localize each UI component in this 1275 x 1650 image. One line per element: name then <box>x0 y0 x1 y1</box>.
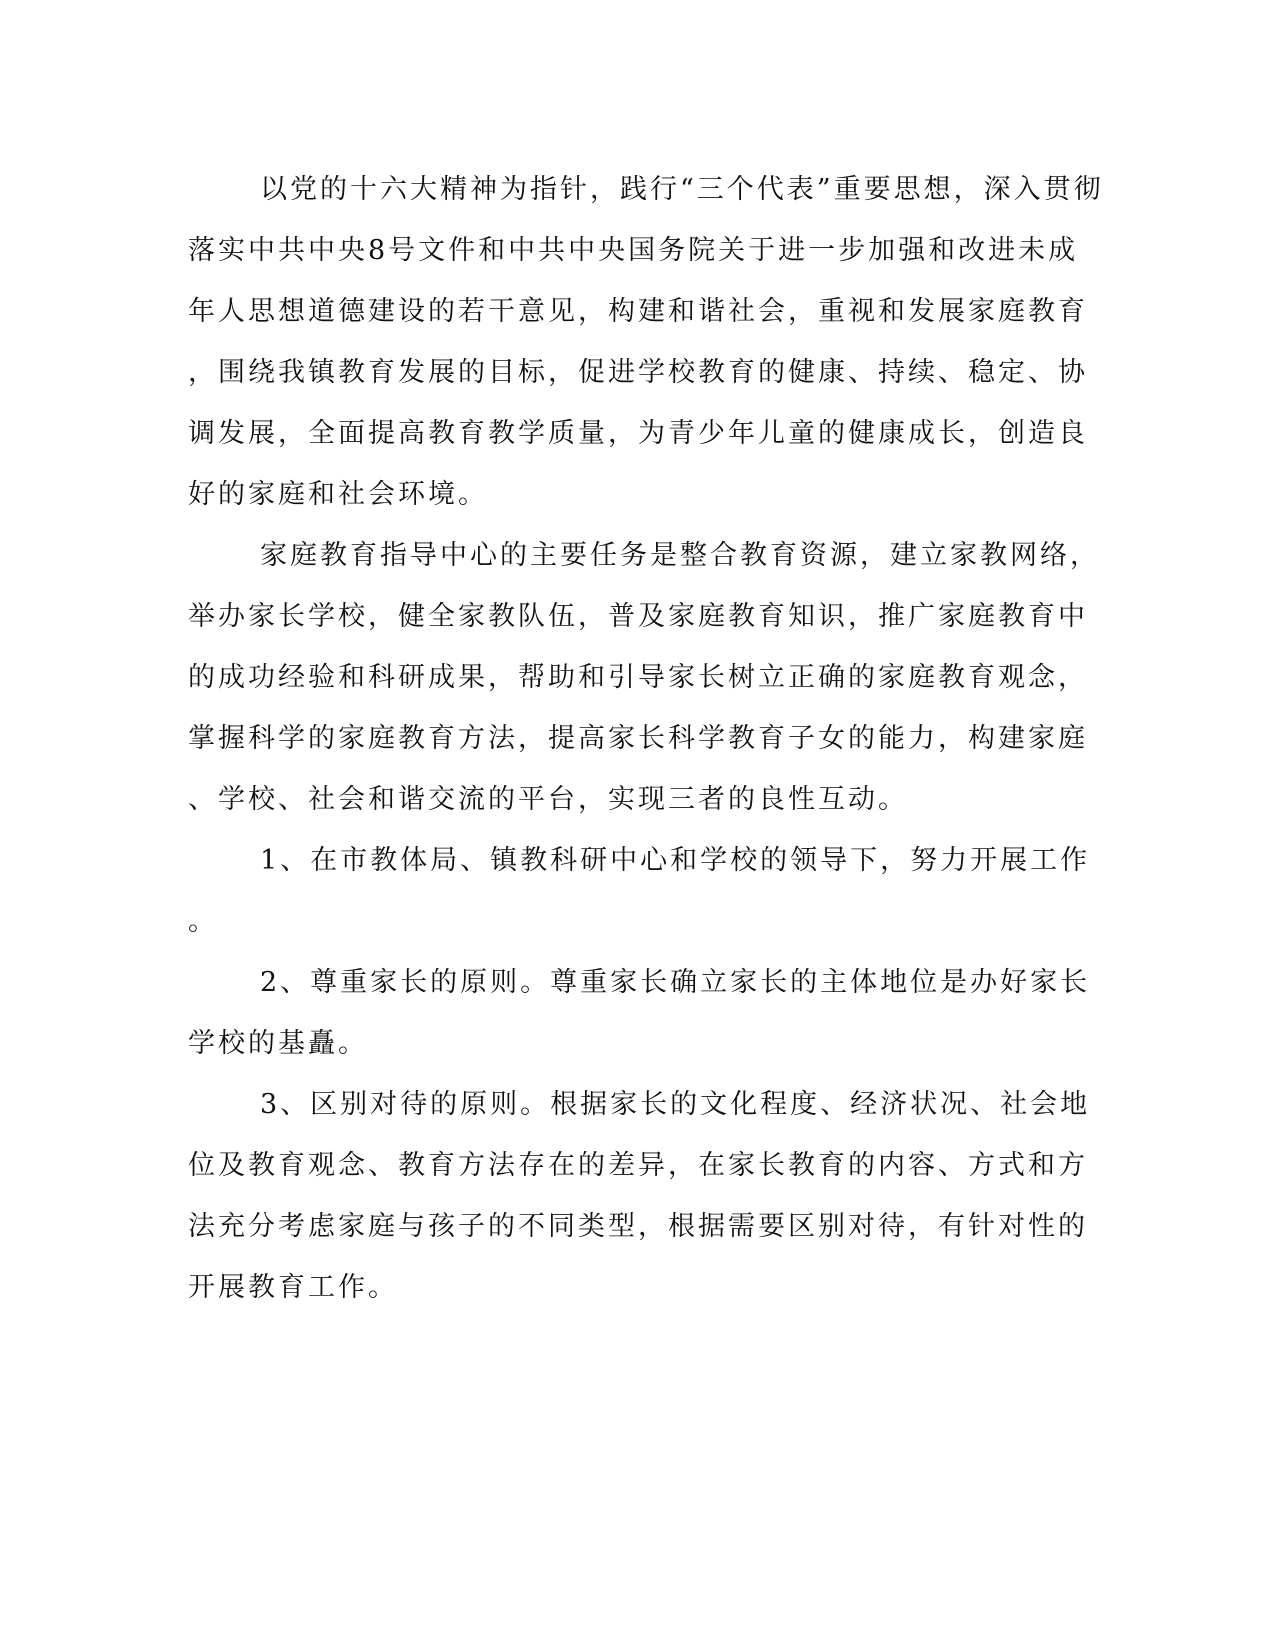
paragraph-main-tasks <box>188 525 1100 830</box>
numbered-item-1 <box>188 830 1091 952</box>
paragraph-line: 。 <box>188 906 218 937</box>
paragraph-line: 的成功经验和科研成果，帮助和引导家长树立正确的家庭教育观念， <box>188 662 1088 693</box>
paragraph-line: 好的家庭和社会环境。 <box>188 479 488 510</box>
paragraph-line: 、学校、社会和谐交流的平台，实现三者的良性互动。 <box>188 784 908 815</box>
paragraph-line: 1、在市教体局、镇教科研中心和学校的领导下，努力开展工作 <box>260 845 1091 876</box>
paragraph-line: 以党的十六大精神为指针，践行“三个代表”重要思想，深入贯彻 <box>260 174 1104 205</box>
paragraph-line: 3、区别对待的原则。根据家长的文化程度、经济状况、社会地 <box>260 1089 1091 1120</box>
paragraph-line: 学校的基矗。 <box>188 1028 368 1059</box>
paragraph-line: 调发展，全面提高教育教学质量，为青少年儿童的健康成长，创造良 <box>188 418 1088 449</box>
paragraph-line: 掌握科学的家庭教育方法，提高家长科学教育子女的能力，构建家庭 <box>188 723 1088 754</box>
paragraph-line: ，围绕我镇教育发展的目标，促进学校教育的健康、持续、稳定、协 <box>188 357 1088 388</box>
paragraph-line: 位及教育观念、教育方法存在的差异，在家长教育的内容、方式和方 <box>188 1150 1088 1181</box>
document-body <box>188 159 1104 1318</box>
numbered-item-2 <box>188 952 1091 1074</box>
paragraph-line: 年人思想道德建设的若干意见，构建和谐社会，重视和发展家庭教育 <box>188 296 1088 327</box>
paragraph-line: 2、尊重家长的原则。尊重家长确立家长的主体地位是办好家长 <box>260 967 1091 998</box>
paragraph-line: 开展教育工作。 <box>188 1272 398 1303</box>
numbered-item-3 <box>188 1074 1091 1318</box>
paragraph-line: 落实中共中央8号文件和中共中央国务院关于进一步加强和改进未成 <box>188 235 1079 266</box>
paragraph-line: 法充分考虑家庭与孩子的不同类型，根据需要区别对待，有针对性的 <box>188 1211 1088 1242</box>
paragraph-line: 家庭教育指导中心的主要任务是整合教育资源，建立家教网络， <box>260 540 1100 571</box>
paragraph-guiding-principle <box>188 159 1104 525</box>
paragraph-line: 举办家长学校，健全家教队伍，普及家庭教育知识，推广家庭教育中 <box>188 601 1088 632</box>
